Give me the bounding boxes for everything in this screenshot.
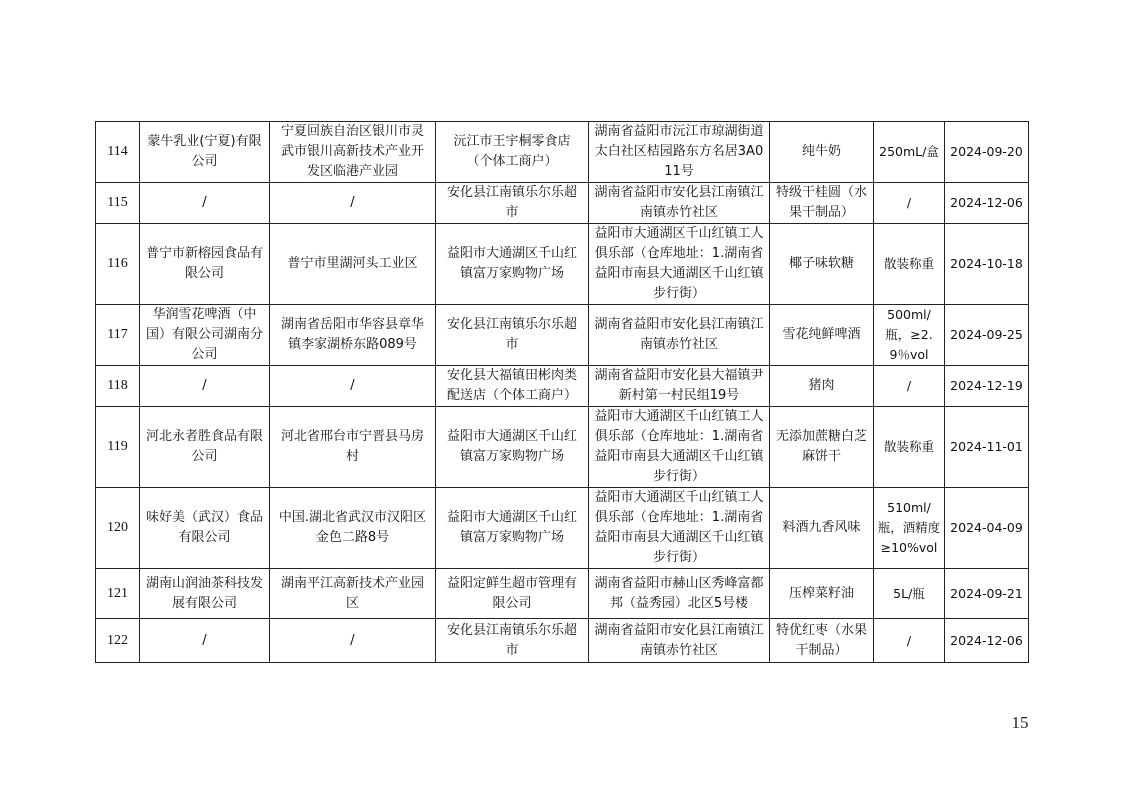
production-date: 2024-12-06 bbox=[945, 183, 1029, 224]
seller-name: 益阳市大通湖区千山红镇富万家购物广场 bbox=[436, 488, 589, 569]
product-name: 椰子味软糖 bbox=[770, 224, 874, 305]
product-name: 料酒九香风味 bbox=[770, 488, 874, 569]
table-row bbox=[96, 569, 1029, 619]
product-spec: 散装称重 bbox=[874, 224, 945, 305]
row-number: 114 bbox=[96, 122, 140, 183]
producer-address: / bbox=[270, 619, 436, 663]
producer-address: 湖南平江高新技术产业园区 bbox=[270, 569, 436, 619]
product-name: 特级干桂圆（水果干制品） bbox=[770, 183, 874, 224]
production-date: 2024-09-21 bbox=[945, 569, 1029, 619]
product-spec: 250mL/盒 bbox=[874, 122, 945, 183]
product-name: 特优红枣（水果干制品） bbox=[770, 619, 874, 663]
production-date: 2024-09-20 bbox=[945, 122, 1029, 183]
seller-address: 湖南省益阳市安化县江南镇江南镇赤竹社区 bbox=[589, 305, 770, 366]
row-number: 119 bbox=[96, 407, 140, 488]
seller-name: 益阳市大通湖区千山红镇富万家购物广场 bbox=[436, 407, 589, 488]
seller-name: 安化县江南镇乐尔乐超市 bbox=[436, 183, 589, 224]
table-row bbox=[96, 122, 1029, 183]
table-row bbox=[96, 366, 1029, 407]
sampling-table bbox=[95, 121, 1029, 663]
seller-address: 湖南省益阳市安化县大福镇尹新村第一村民组19号 bbox=[589, 366, 770, 407]
production-date: 2024-09-25 bbox=[945, 305, 1029, 366]
producer-name: 普宁市新榕园食品有限公司 bbox=[140, 224, 270, 305]
row-number: 122 bbox=[96, 619, 140, 663]
producer-address: 中国.湖北省武汉市汉阳区金色二路8号 bbox=[270, 488, 436, 569]
row-number: 115 bbox=[96, 183, 140, 224]
producer-address: 河北省邢台市宁晋县马房村 bbox=[270, 407, 436, 488]
product-spec: 510ml/瓶，酒精度≥10%vol bbox=[874, 488, 945, 569]
seller-address: 益阳市大通湖区千山红镇工人俱乐部（仓库地址：1.湖南省益阳市南县大通湖区千山红镇步行街） bbox=[589, 407, 770, 488]
producer-name: / bbox=[140, 619, 270, 663]
seller-name: 安化县大福镇田彬肉类配送店（个体工商户） bbox=[436, 366, 589, 407]
producer-name: 味好美（武汉）食品有限公司 bbox=[140, 488, 270, 569]
table-row bbox=[96, 183, 1029, 224]
production-date: 2024-11-01 bbox=[945, 407, 1029, 488]
product-spec: / bbox=[874, 619, 945, 663]
production-date: 2024-10-18 bbox=[945, 224, 1029, 305]
seller-name: 益阳市大通湖区千山红镇富万家购物广场 bbox=[436, 224, 589, 305]
seller-address: 益阳市大通湖区千山红镇工人俱乐部（仓库地址：1.湖南省益阳市南县大通湖区千山红镇步行街） bbox=[589, 224, 770, 305]
table-row bbox=[96, 305, 1029, 366]
product-spec: / bbox=[874, 366, 945, 407]
producer-name: / bbox=[140, 366, 270, 407]
seller-address: 湖南省益阳市安化县江南镇江南镇赤竹社区 bbox=[589, 619, 770, 663]
product-name: 猪肉 bbox=[770, 366, 874, 407]
seller-name: 沅江市王宇桐零食店（个体工商户） bbox=[436, 122, 589, 183]
row-number: 116 bbox=[96, 224, 140, 305]
row-number: 120 bbox=[96, 488, 140, 569]
seller-address: 湖南省益阳市赫山区秀峰富都邦（益秀园）北区5号楼 bbox=[589, 569, 770, 619]
table-row bbox=[96, 407, 1029, 488]
producer-name: 华润雪花啤酒（中国）有限公司湖南分公司 bbox=[140, 305, 270, 366]
product-name: 无添加蔗糖白芝麻饼干 bbox=[770, 407, 874, 488]
producer-name: 蒙牛乳业(宁夏)有限公司 bbox=[140, 122, 270, 183]
producer-address: / bbox=[270, 183, 436, 224]
row-number: 117 bbox=[96, 305, 140, 366]
seller-name: 益阳定鲜生超市管理有限公司 bbox=[436, 569, 589, 619]
seller-address: 湖南省益阳市安化县江南镇江南镇赤竹社区 bbox=[589, 183, 770, 224]
producer-address: 普宁市里湖河头工业区 bbox=[270, 224, 436, 305]
product-name: 压榨菜籽油 bbox=[770, 569, 874, 619]
table-body bbox=[96, 122, 1029, 663]
producer-name: / bbox=[140, 183, 270, 224]
production-date: 2024-12-06 bbox=[945, 619, 1029, 663]
table-row bbox=[96, 224, 1029, 305]
seller-address: 益阳市大通湖区千山红镇工人俱乐部（仓库地址：1.湖南省益阳市南县大通湖区千山红镇步行街） bbox=[589, 488, 770, 569]
production-date: 2024-12-19 bbox=[945, 366, 1029, 407]
producer-name: 河北永者胜食品有限公司 bbox=[140, 407, 270, 488]
product-spec: 5L/瓶 bbox=[874, 569, 945, 619]
product-spec: / bbox=[874, 183, 945, 224]
product-name: 纯牛奶 bbox=[770, 122, 874, 183]
table-row bbox=[96, 619, 1029, 663]
row-number: 118 bbox=[96, 366, 140, 407]
seller-name: 安化县江南镇乐尔乐超市 bbox=[436, 619, 589, 663]
production-date: 2024-04-09 bbox=[945, 488, 1029, 569]
product-spec: 散装称重 bbox=[874, 407, 945, 488]
product-spec: 500ml/瓶，≥2.9％vol bbox=[874, 305, 945, 366]
producer-name: 湖南山润油茶科技发展有限公司 bbox=[140, 569, 270, 619]
product-name: 雪花纯鲜啤酒 bbox=[770, 305, 874, 366]
seller-name: 安化县江南镇乐尔乐超市 bbox=[436, 305, 589, 366]
page-number: 15 bbox=[1011, 713, 1029, 732]
seller-address: 湖南省益阳市沅江市琼湖街道太白社区桔园路东方名居3A011号 bbox=[589, 122, 770, 183]
producer-address: / bbox=[270, 366, 436, 407]
producer-address: 宁夏回族自治区银川市灵武市银川高新技术产业开发区临港产业园 bbox=[270, 122, 436, 183]
table-row bbox=[96, 488, 1029, 569]
producer-address: 湖南省岳阳市华容县章华镇李家湖桥东路089号 bbox=[270, 305, 436, 366]
row-number: 121 bbox=[96, 569, 140, 619]
